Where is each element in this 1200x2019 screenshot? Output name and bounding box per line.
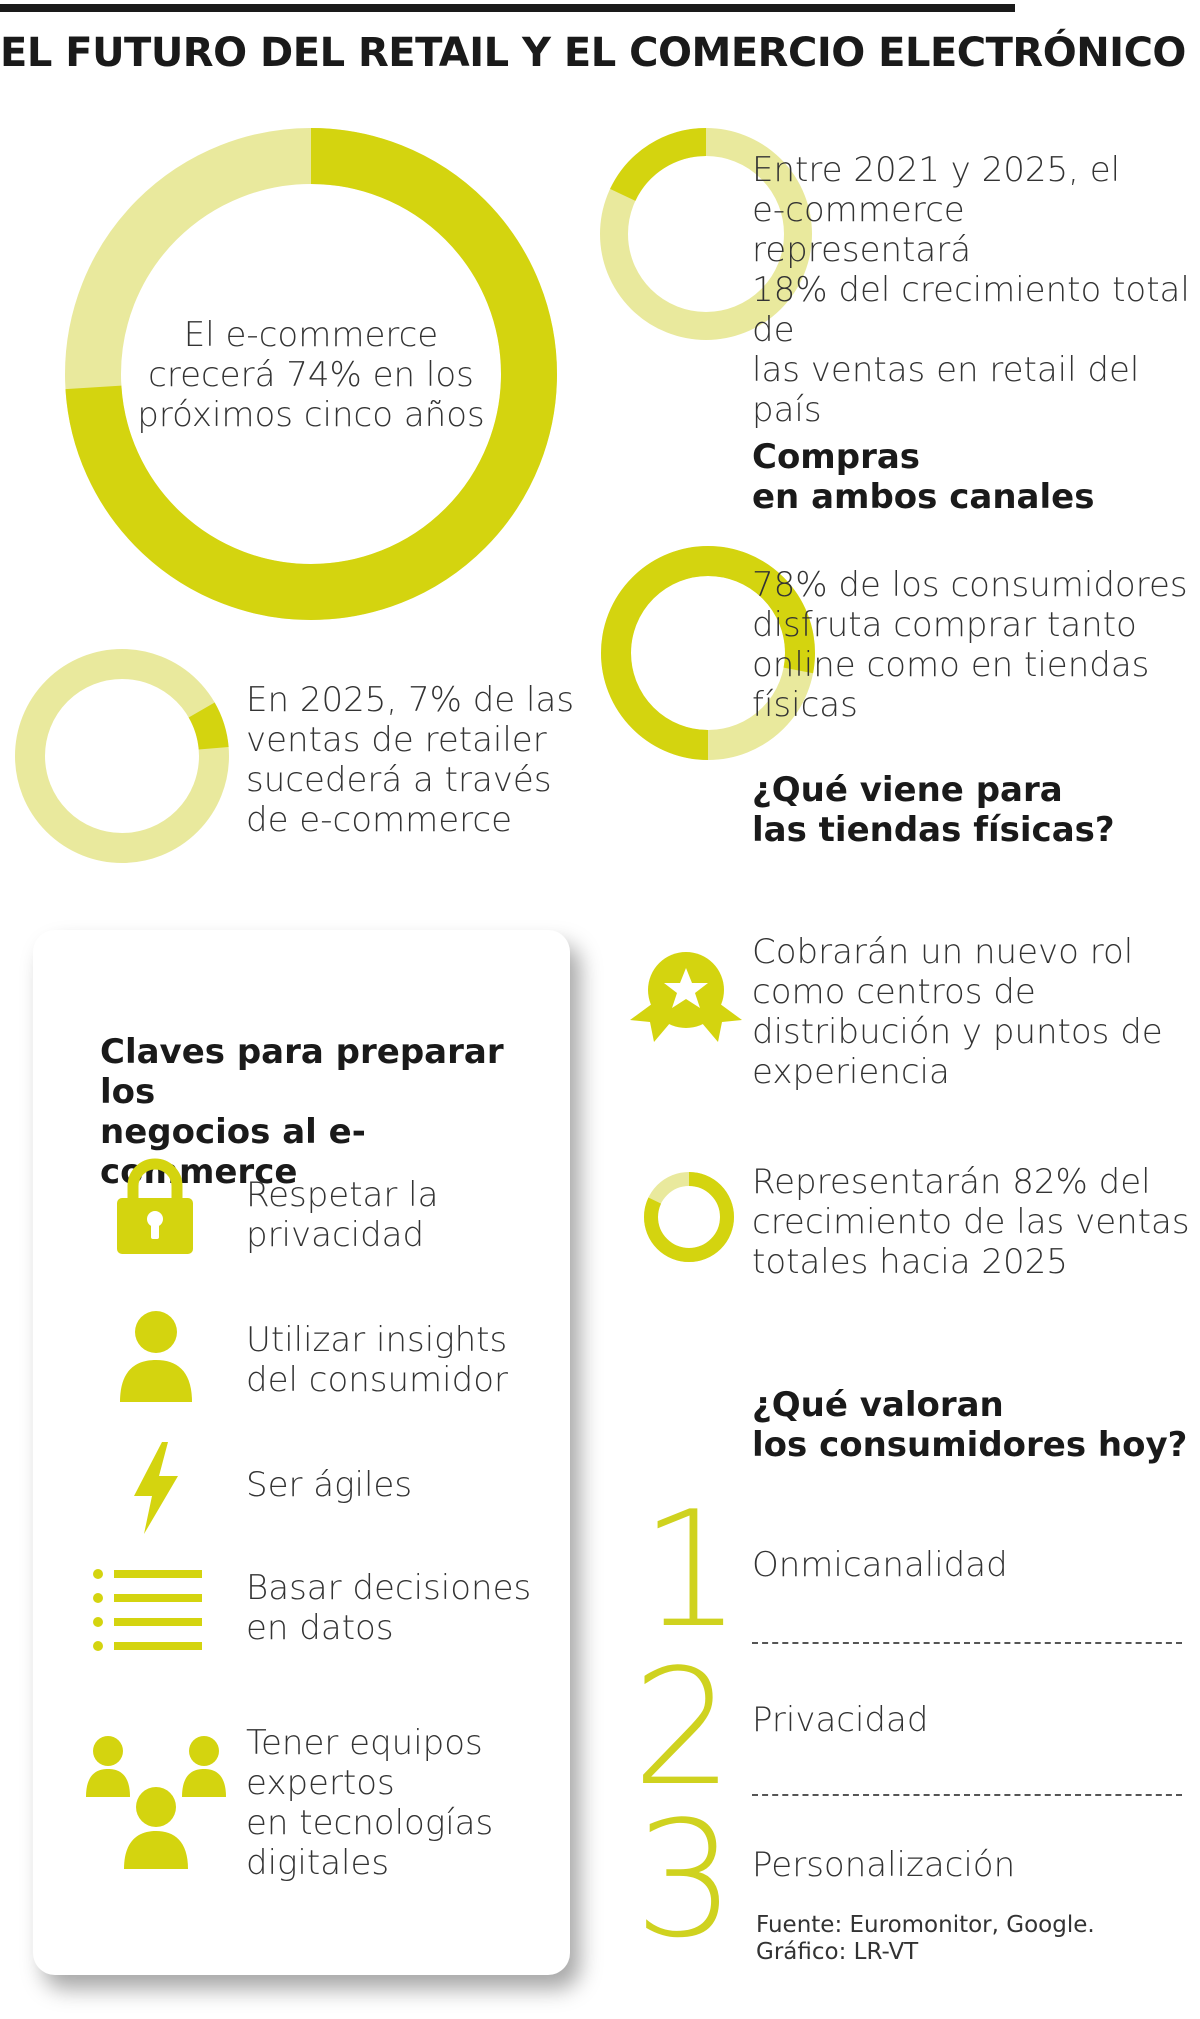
text-line: como centros de [752, 972, 1036, 1012]
text-line: próximos cinco años [137, 395, 485, 435]
top-rule [0, 4, 1015, 12]
key-item-1-text [246, 1175, 546, 1255]
text-line: e-commerce representará [752, 190, 972, 270]
text-line: Representarán 82% del [752, 1162, 1151, 1202]
text-line: En 2025, 7% de las [246, 680, 575, 720]
rank-number: 3 [634, 1786, 736, 1973]
person-icon [118, 1310, 194, 1406]
text-line: 78% de los consumidores [752, 565, 1188, 605]
page-title: EL FUTURO DEL RETAIL Y EL COMERCIO ELECTRÓNICO [0, 30, 1186, 76]
key-item-5-text [246, 1723, 566, 1883]
store-item-1-text [752, 932, 1192, 1092]
text-line: Basar decisiones [246, 1568, 532, 1608]
text-line: Cobrarán un nuevo rol [752, 932, 1134, 972]
text-line: crecimiento de las ventas [752, 1202, 1190, 1242]
text-line: las tiendas físicas? [752, 810, 1115, 850]
text-line: ¿Qué viene para [752, 770, 1063, 810]
key-item-3-text [246, 1465, 546, 1505]
text-line: Entre 2021 y 2025, el [752, 150, 1121, 190]
text-line: Gráfico: LR-VT [756, 1939, 919, 1965]
list-icon [92, 1568, 204, 1652]
lock-icon [115, 1158, 195, 1254]
text-line: online como en tiendas [752, 645, 1150, 685]
store-item-2-text [752, 1162, 1192, 1282]
text-line: ¿Qué valoran [752, 1385, 1004, 1425]
rank-label: Privacidad [752, 1700, 929, 1740]
text-line: Compras [752, 437, 921, 477]
team-icon [86, 1735, 226, 1871]
text-line: digitales [246, 1843, 390, 1883]
section-heading-stores [752, 770, 1192, 850]
donut-track [30, 664, 214, 848]
text-line: totales hacia 2025 [752, 1242, 1068, 1282]
text-line: disfruta comprar tanto [752, 605, 1137, 645]
stat-7-text [246, 680, 576, 840]
text-line: Ser ágiles [246, 1465, 413, 1505]
text-line: ventas de retailer [246, 720, 547, 760]
text-line: distribución y puntos de [752, 1012, 1163, 1052]
text-line: expertos [246, 1763, 395, 1803]
lightning-icon [128, 1440, 184, 1536]
text-line: Tener equipos [246, 1723, 483, 1763]
divider [752, 1794, 1182, 1796]
divider [752, 1642, 1182, 1644]
text-line: experiencia [752, 1052, 950, 1092]
text-line: de e-commerce [246, 800, 512, 840]
text-line: privacidad [246, 1215, 425, 1255]
text-line: Claves para preparar los [100, 1032, 504, 1112]
key-item-2-text [246, 1320, 546, 1400]
text-line: Respetar la [246, 1175, 439, 1215]
text-line: en ambos canales [752, 477, 1095, 517]
text-line: sucederá a través [246, 760, 552, 800]
section-heading-channels [752, 437, 1192, 517]
rank-number: 1 [640, 1476, 742, 1663]
source-credit [756, 1912, 1186, 1966]
stat-78-text [752, 565, 1192, 725]
key-item-4-text [246, 1568, 566, 1648]
stat-18-text [752, 150, 1192, 430]
donut-chart-7 [14, 648, 230, 864]
text-line: Utilizar insights [246, 1320, 508, 1360]
text-line: en datos [246, 1608, 394, 1648]
award-badge-icon [630, 950, 742, 1056]
text-line: del consumidor [246, 1360, 508, 1400]
text-line: El e-commerce [183, 315, 439, 355]
text-line: 18% del crecimiento total de [752, 270, 1190, 350]
text-line: las ventas en retail del país [752, 350, 1140, 430]
text-line: en tecnologías [246, 1803, 494, 1843]
text-line: físicas [752, 685, 858, 725]
ring-chart-icon [640, 1168, 738, 1266]
rank-label: Personalización [752, 1845, 1016, 1885]
section-heading-values [752, 1385, 1192, 1465]
text-line: Fuente: Euromonitor, Google. [756, 1912, 1095, 1938]
text-line: crecerá 74% en los [148, 355, 474, 395]
text-line: los consumidores hoy? [752, 1425, 1188, 1465]
rank-number: 2 [632, 1634, 734, 1821]
rank-label: Onmicanalidad [752, 1545, 1008, 1585]
text-line: negocios al e-commerce [100, 1112, 366, 1192]
stat-74-text [110, 315, 512, 435]
